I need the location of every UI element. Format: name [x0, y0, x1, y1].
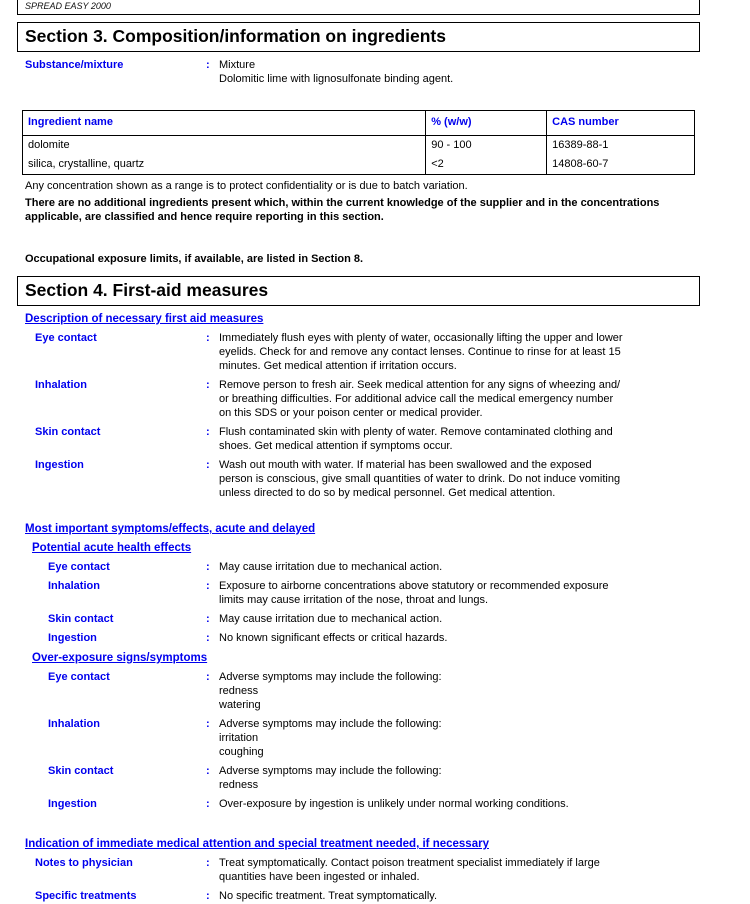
value-line: redness: [219, 685, 259, 697]
value-line: watering: [219, 699, 261, 711]
field-row-inhalation: [0, 717, 750, 759]
eye-contact-label: Eye contact: [48, 671, 110, 683]
skin-contact-value: [219, 425, 699, 453]
value-line: on this SDS or your poison center or medical provider.: [219, 407, 483, 419]
colon: :: [206, 426, 210, 438]
no-additional-ingredients-note: There are no additional ingredients present which, within the current knowledge of the supplier and in the concentrations applicable, are classified and hence require reporting in this section.: [25, 197, 660, 223]
eye-contact-value: [219, 331, 699, 373]
field-row-substance-mixture: [0, 58, 750, 86]
table-row: [23, 136, 695, 156]
ingestion-value: [219, 631, 699, 645]
value-line: Over-exposure by ingestion is unlikely under normal working conditions.: [219, 798, 569, 810]
field-row-eye-contact: [0, 560, 750, 574]
field-row-notes-to-physician: [0, 856, 750, 884]
section4-header-box: [17, 276, 700, 306]
ingestion-label: Ingestion: [35, 459, 84, 471]
field-row-inhalation: [0, 378, 750, 420]
value-line: Dolomitic lime with lignosulfonate binding agent.: [219, 73, 454, 85]
field-row-skin-contact: [0, 425, 750, 453]
field-row-eye-contact: [0, 331, 750, 373]
skin-contact-label: Skin contact: [48, 765, 114, 777]
column-header-percent-ww: % (w/w): [426, 111, 547, 136]
field-row-skin-contact: [0, 764, 750, 792]
notes-to-physician-label: Notes to physician: [35, 857, 133, 869]
specific-treatments-label: Specific treatments: [35, 890, 137, 902]
cas-number-cell: 16389-88-1: [547, 136, 695, 156]
value-line: minutes. Get medical attention if irritation occurs.: [219, 360, 457, 372]
ingestion-label: Ingestion: [48, 632, 97, 644]
value-line: Adverse symptoms may include the following:: [219, 765, 442, 777]
section3-title: Section 3. Composition/information on ingredients: [25, 26, 446, 46]
value-line: unless directed to do so by medical personnel. Get medical attention.: [219, 487, 556, 499]
skin-contact-value: [219, 612, 699, 626]
colon: :: [206, 632, 210, 644]
field-row-ingestion: [0, 797, 750, 811]
colon: :: [206, 798, 210, 810]
value-line: Mixture: [219, 59, 256, 71]
value-line: quantities have been ingested or inhaled.: [219, 871, 420, 883]
inhalation-label: Inhalation: [48, 580, 100, 592]
eye-contact-value: [219, 560, 699, 574]
eye-contact-label: Eye contact: [35, 332, 97, 344]
over-exposure-signs-heading: Over-exposure signs/symptoms: [32, 652, 208, 664]
colon: :: [206, 890, 210, 902]
value-line: Immediately flush eyes with plenty of water, occasionally lifting the upper and lower: [219, 332, 623, 344]
section3-header-box: [17, 22, 700, 52]
eye-contact-value: [219, 670, 699, 712]
field-row-inhalation: [0, 579, 750, 607]
value-line: May cause irritation due to mechanical action.: [219, 561, 443, 573]
ingredient-name-cell: dolomite: [23, 136, 426, 156]
ingestion-label: Ingestion: [48, 798, 97, 810]
value-line: No known significant effects or critical hazards.: [219, 632, 448, 644]
value-line: or breathing difficulties. For additional advice call the medical emergency number: [219, 393, 614, 405]
value-line: Adverse symptoms may include the following:: [219, 718, 442, 730]
colon: :: [206, 59, 210, 71]
value-line: redness: [219, 779, 259, 791]
ingestion-value: [219, 797, 699, 811]
skin-contact-label: Skin contact: [48, 613, 114, 625]
table-row: [23, 155, 695, 175]
inhalation-value: [219, 579, 699, 607]
value-line: Adverse symptoms may include the following:: [219, 671, 442, 683]
value-line: irritation: [219, 732, 259, 744]
inhalation-label: Inhalation: [48, 718, 100, 730]
column-header-ingredient-name: Ingredient name: [23, 111, 426, 136]
value-line: eyelids. Check for and remove any contact lenses. Continue to rinse for at least 15: [219, 346, 621, 358]
skin-contact-label: Skin contact: [35, 426, 101, 438]
value-line: shoes. Get medical attention if symptoms occur.: [219, 440, 453, 452]
ingredients-table: [22, 110, 695, 175]
eye-contact-label: Eye contact: [48, 561, 110, 573]
field-row-ingestion: [0, 458, 750, 500]
occupational-exposure-note: Occupational exposure limits, if available, are listed in Section 8.: [25, 253, 364, 265]
colon: :: [206, 379, 210, 391]
page-header-box: [17, 0, 700, 15]
column-header-cas-number: CAS number: [547, 111, 695, 136]
colon: :: [206, 857, 210, 869]
inhalation-label: Inhalation: [35, 379, 87, 391]
value-line: person is conscious, give small quantities of water to drink. Do not induce vomiting: [219, 473, 621, 485]
value-line: limits may cause irritation of the nose, throat and lungs.: [219, 594, 489, 606]
range-note: Any concentration shown as a range is to protect confidentiality or is due to batch variation.: [25, 180, 468, 192]
substance-mixture-label: Substance/mixture: [25, 59, 124, 71]
colon: :: [206, 765, 210, 777]
inhalation-value: [219, 378, 699, 420]
product-name: SPREAD EASY 2000: [25, 1, 111, 11]
ingredient-name-cell: silica, crystalline, quartz: [23, 155, 426, 175]
ingestion-value: [219, 458, 699, 500]
percent-cell: 90 - 100: [426, 136, 547, 156]
field-row-eye-contact: [0, 670, 750, 712]
value-line: Flush contaminated skin with plenty of water. Remove contaminated clothing and: [219, 426, 613, 438]
value-line: Wash out mouth with water. If material has been swallowed and the exposed: [219, 459, 592, 471]
specific-treatments-value: [219, 889, 699, 903]
ingredients-table-header-row: [23, 111, 695, 136]
colon: :: [206, 613, 210, 625]
value-line: Treat symptomatically. Contact poison treatment specialist immediately if large: [219, 857, 600, 869]
value-line: Exposure to airborne concentrations above statutory or recommended exposure: [219, 580, 609, 592]
colon: :: [206, 718, 210, 730]
field-row-skin-contact: [0, 612, 750, 626]
description-first-aid-heading: Description of necessary first aid measures: [25, 313, 264, 325]
most-important-symptoms-heading: Most important symptoms/effects, acute and delayed: [25, 523, 316, 535]
medical-attention-heading: Indication of immediate medical attention and special treatment needed, if necessary: [25, 838, 489, 850]
value-line: May cause irritation due to mechanical action.: [219, 613, 443, 625]
colon: :: [206, 671, 210, 683]
value-line: coughing: [219, 746, 264, 758]
notes-to-physician-value: [219, 856, 699, 884]
field-row-ingestion: [0, 631, 750, 645]
substance-mixture-value: [219, 58, 699, 86]
inhalation-value: [219, 717, 699, 759]
section4-title: Section 4. First-aid measures: [25, 280, 269, 300]
value-line: Remove person to fresh air. Seek medical attention for any signs of wheezing and/: [219, 379, 621, 391]
colon: :: [206, 561, 210, 573]
potential-acute-health-effects-heading: Potential acute health effects: [32, 542, 192, 554]
colon: :: [206, 459, 210, 471]
colon: :: [206, 332, 210, 344]
skin-contact-value: [219, 764, 699, 792]
cas-number-cell: 14808-60-7: [547, 155, 695, 175]
colon: :: [206, 580, 210, 592]
percent-cell: <2: [426, 155, 547, 175]
value-line: No specific treatment. Treat symptomatically.: [219, 890, 438, 902]
field-row-specific-treatments: [0, 889, 750, 903]
